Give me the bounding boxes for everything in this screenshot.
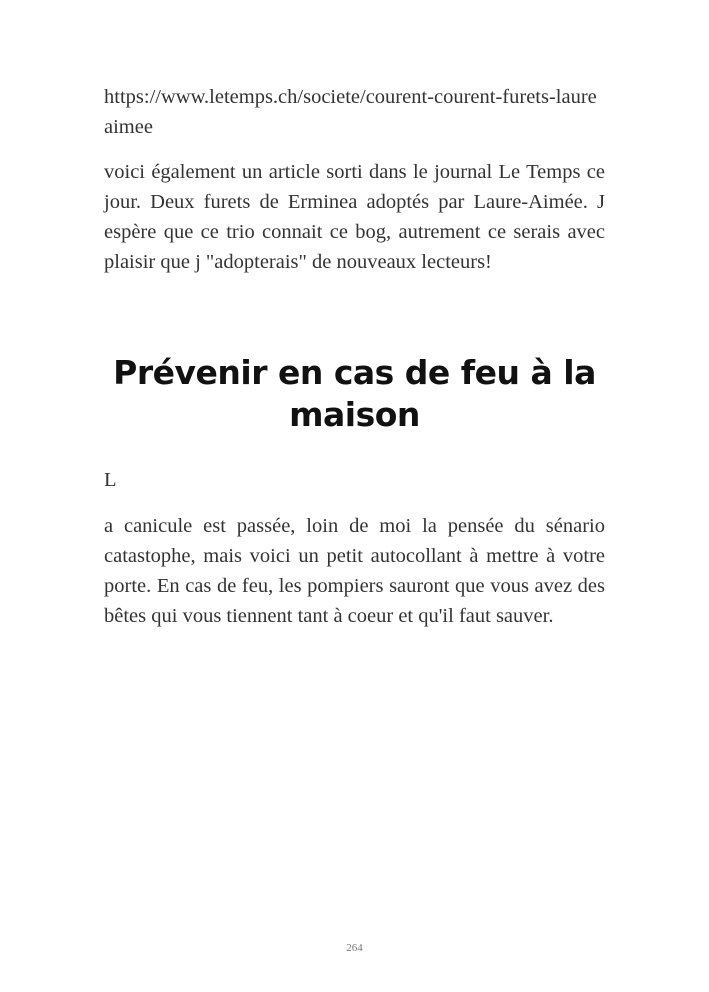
section-title: Prévenir en cas de feu à la maison xyxy=(113,353,596,434)
page-number: 264 xyxy=(346,942,363,954)
section-paragraph: a canicule est passée, loin de moi la pensée du sénario catastophe, mais voici un petit autocollant à mettre à votre porte. En cas de feu, les pompiers sauront que vous avez des bêtes qui vous tiennent tant à coeur et qu'il faut sauver. xyxy=(104,515,605,627)
section-dropcap: L xyxy=(104,469,117,491)
article-paragraph: voici également un article sorti dans le journal Le Temps ce jour. Deux furets de Erminea adoptés par Laure-Aimée. J espère que ce trio connait ce bog, autrement ce serais avec plaisir que j "adopterais" de nouveaux lecteurs! xyxy=(104,161,605,273)
article-url[interactable]: https://www.letemps.ch/societe/courent-courent-furets-laureaimee xyxy=(104,86,597,138)
